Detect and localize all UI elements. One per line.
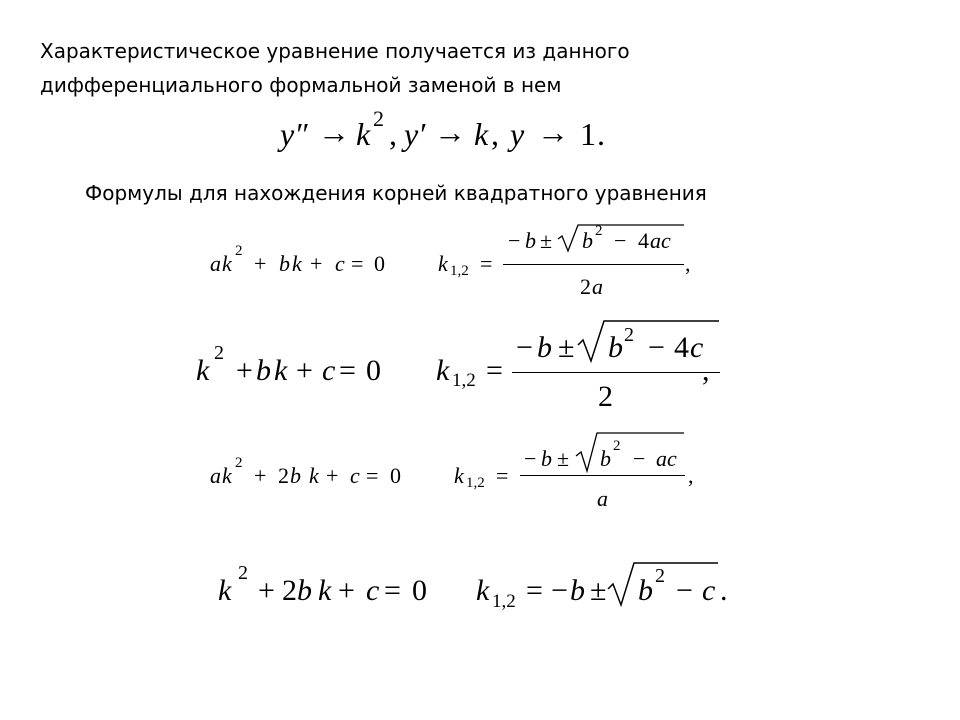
roots-heading: Формулы для нахождения корней квадратного уравнения — [85, 181, 707, 205]
f2-num-minus: − — [516, 331, 533, 364]
f2-rhs-sub: 1,2 — [452, 370, 476, 391]
f4-lhs-b: b — [297, 574, 312, 607]
f2-comma: , — [702, 354, 710, 387]
f1-lhs-c: c — [335, 251, 345, 276]
f2-rad-minus: − — [648, 331, 665, 364]
f1-lhs-exp: 2 — [235, 243, 243, 259]
f2-rhs-k: k — [436, 354, 450, 387]
f1-lhs-eq: = — [351, 251, 364, 276]
f1-rad-b: b — [582, 228, 593, 253]
arrow-3: → — [537, 114, 569, 150]
f3-fraction-bar — [520, 475, 685, 476]
f1-comma: , — [685, 251, 691, 276]
f1-num-minus: − — [508, 228, 521, 253]
f2-lhs-eq: = — [339, 354, 356, 387]
one: 1 — [580, 116, 596, 152]
f1-fraction-bar — [503, 264, 684, 265]
f2-lhs-k: k — [196, 354, 210, 387]
f2-den-two: 2 — [598, 380, 613, 413]
f1-rad-minus: − — [614, 228, 627, 253]
f2-fraction-bar — [512, 372, 720, 373]
f4-lhs-two: 2 — [282, 574, 297, 607]
f2-lhs-zero: 0 — [366, 354, 381, 387]
f3-rad-exp: 2 — [613, 438, 621, 454]
f1-lhs-k: k — [222, 251, 232, 276]
f3-lhs-plus2: + — [326, 463, 339, 488]
f4-lhs-plus1: + — [258, 574, 275, 607]
f1-den-two: 2 — [580, 274, 591, 299]
f4-rhs-pm: ± — [590, 574, 607, 607]
f4-lhs-zero: 0 — [412, 574, 427, 607]
f2-rad-exp: 2 — [624, 324, 634, 346]
f4-lhs-c: c — [366, 574, 380, 607]
f1-lhs-b: b — [279, 251, 290, 276]
f2-rad-b: b — [608, 331, 623, 364]
y-var: y — [510, 116, 525, 152]
f3-rhs-k: k — [454, 463, 464, 488]
f1-num-pm: ± — [540, 228, 553, 253]
f4-rhs-minus: − — [551, 574, 568, 607]
f1-rad-ac: ac — [650, 228, 671, 253]
arrow-2: → — [434, 114, 466, 150]
f4-lhs-eq: = — [384, 574, 401, 607]
f2-lhs-b: b — [256, 354, 271, 387]
f3-rhs-sub: 1,2 — [466, 475, 485, 491]
f3-lhs-two: 2 — [278, 463, 289, 488]
f4-rad-minus: − — [676, 574, 693, 607]
f1-den-a: a — [592, 274, 603, 299]
f4-period: . — [720, 574, 728, 607]
arrow-1: → — [318, 114, 350, 150]
f2-num-b: b — [537, 331, 552, 364]
f1-rad-four: 4 — [638, 228, 649, 253]
f1-rhs-eq: = — [480, 251, 493, 276]
f2-rhs-eq: = — [486, 354, 503, 387]
f2-lhs-c: c — [322, 354, 336, 387]
f3-lhs-b: b — [290, 463, 301, 488]
f1-num-b: b — [525, 228, 536, 253]
f4-lhs-plus2: + — [338, 574, 355, 607]
f1-lhs-zero: 0 — [374, 251, 385, 276]
f4-lhs-k: k — [218, 574, 232, 607]
f1-rhs-k: k — [438, 251, 448, 276]
f4-lhs-k2: k — [318, 574, 332, 607]
f3-rad-b: b — [600, 446, 611, 471]
f3-rhs-eq: = — [496, 463, 509, 488]
f1-lhs-plus1: + — [254, 251, 267, 276]
f1-lhs-a: a — [210, 251, 221, 276]
f3-lhs-a: a — [210, 463, 221, 488]
f3-lhs-zero: 0 — [390, 463, 401, 488]
f3-rad-minus: − — [633, 446, 646, 471]
f4-lhs-exp: 2 — [238, 562, 248, 584]
f4-rad-c: c — [702, 574, 716, 607]
f4-rhs-k: k — [476, 574, 490, 607]
intro-line-2: дифференциального формальной заменой в нем — [40, 73, 562, 97]
k-squared-k: k — [356, 116, 371, 152]
f3-lhs-exp: 2 — [235, 455, 243, 471]
y-double-prime: y″ — [280, 116, 308, 152]
f2-lhs-plus2: + — [296, 354, 313, 387]
f1-rhs-sub: 1,2 — [450, 263, 469, 279]
f4-rhs-sub: 1,2 — [492, 591, 516, 612]
f3-lhs-k: k — [222, 463, 232, 488]
comma-1: , — [389, 116, 397, 152]
f2-lhs-k2: k — [274, 354, 288, 387]
f2-rad-c: c — [690, 331, 704, 364]
f3-den-a: a — [597, 486, 608, 511]
f3-rad-ac: ac — [656, 446, 677, 471]
f4-rhs-eq: = — [526, 574, 543, 607]
y-prime: y′ — [404, 116, 426, 152]
f2-lhs-exp: 2 — [214, 342, 224, 364]
f2-lhs-plus1: + — [236, 354, 253, 387]
f3-lhs-c: c — [350, 463, 360, 488]
f3-lhs-k2: k — [309, 463, 319, 488]
period: . — [597, 116, 605, 152]
f2-rad-four: 4 — [674, 331, 689, 364]
f1-lhs-k2: k — [292, 251, 302, 276]
f3-num-minus: − — [524, 446, 537, 471]
intro-line-1: Характеристическое уравнение получается из данного — [40, 39, 630, 63]
k-squared-exp: 2 — [373, 106, 384, 131]
f3-num-b: b — [541, 446, 552, 471]
f1-lhs-plus2: + — [310, 251, 323, 276]
f1-rad-exp: 2 — [595, 223, 603, 239]
f4-rhs-b: b — [570, 574, 585, 607]
f3-num-pm: ± — [557, 446, 570, 471]
f3-lhs-plus1: + — [254, 463, 267, 488]
f4-rad-b: b — [638, 574, 653, 607]
k-var: k — [474, 116, 489, 152]
f3-lhs-eq: = — [366, 463, 379, 488]
f4-rad-exp: 2 — [655, 565, 665, 587]
f3-comma: , — [688, 463, 694, 488]
comma-2: , — [491, 116, 499, 152]
f2-num-pm: ± — [558, 331, 575, 364]
